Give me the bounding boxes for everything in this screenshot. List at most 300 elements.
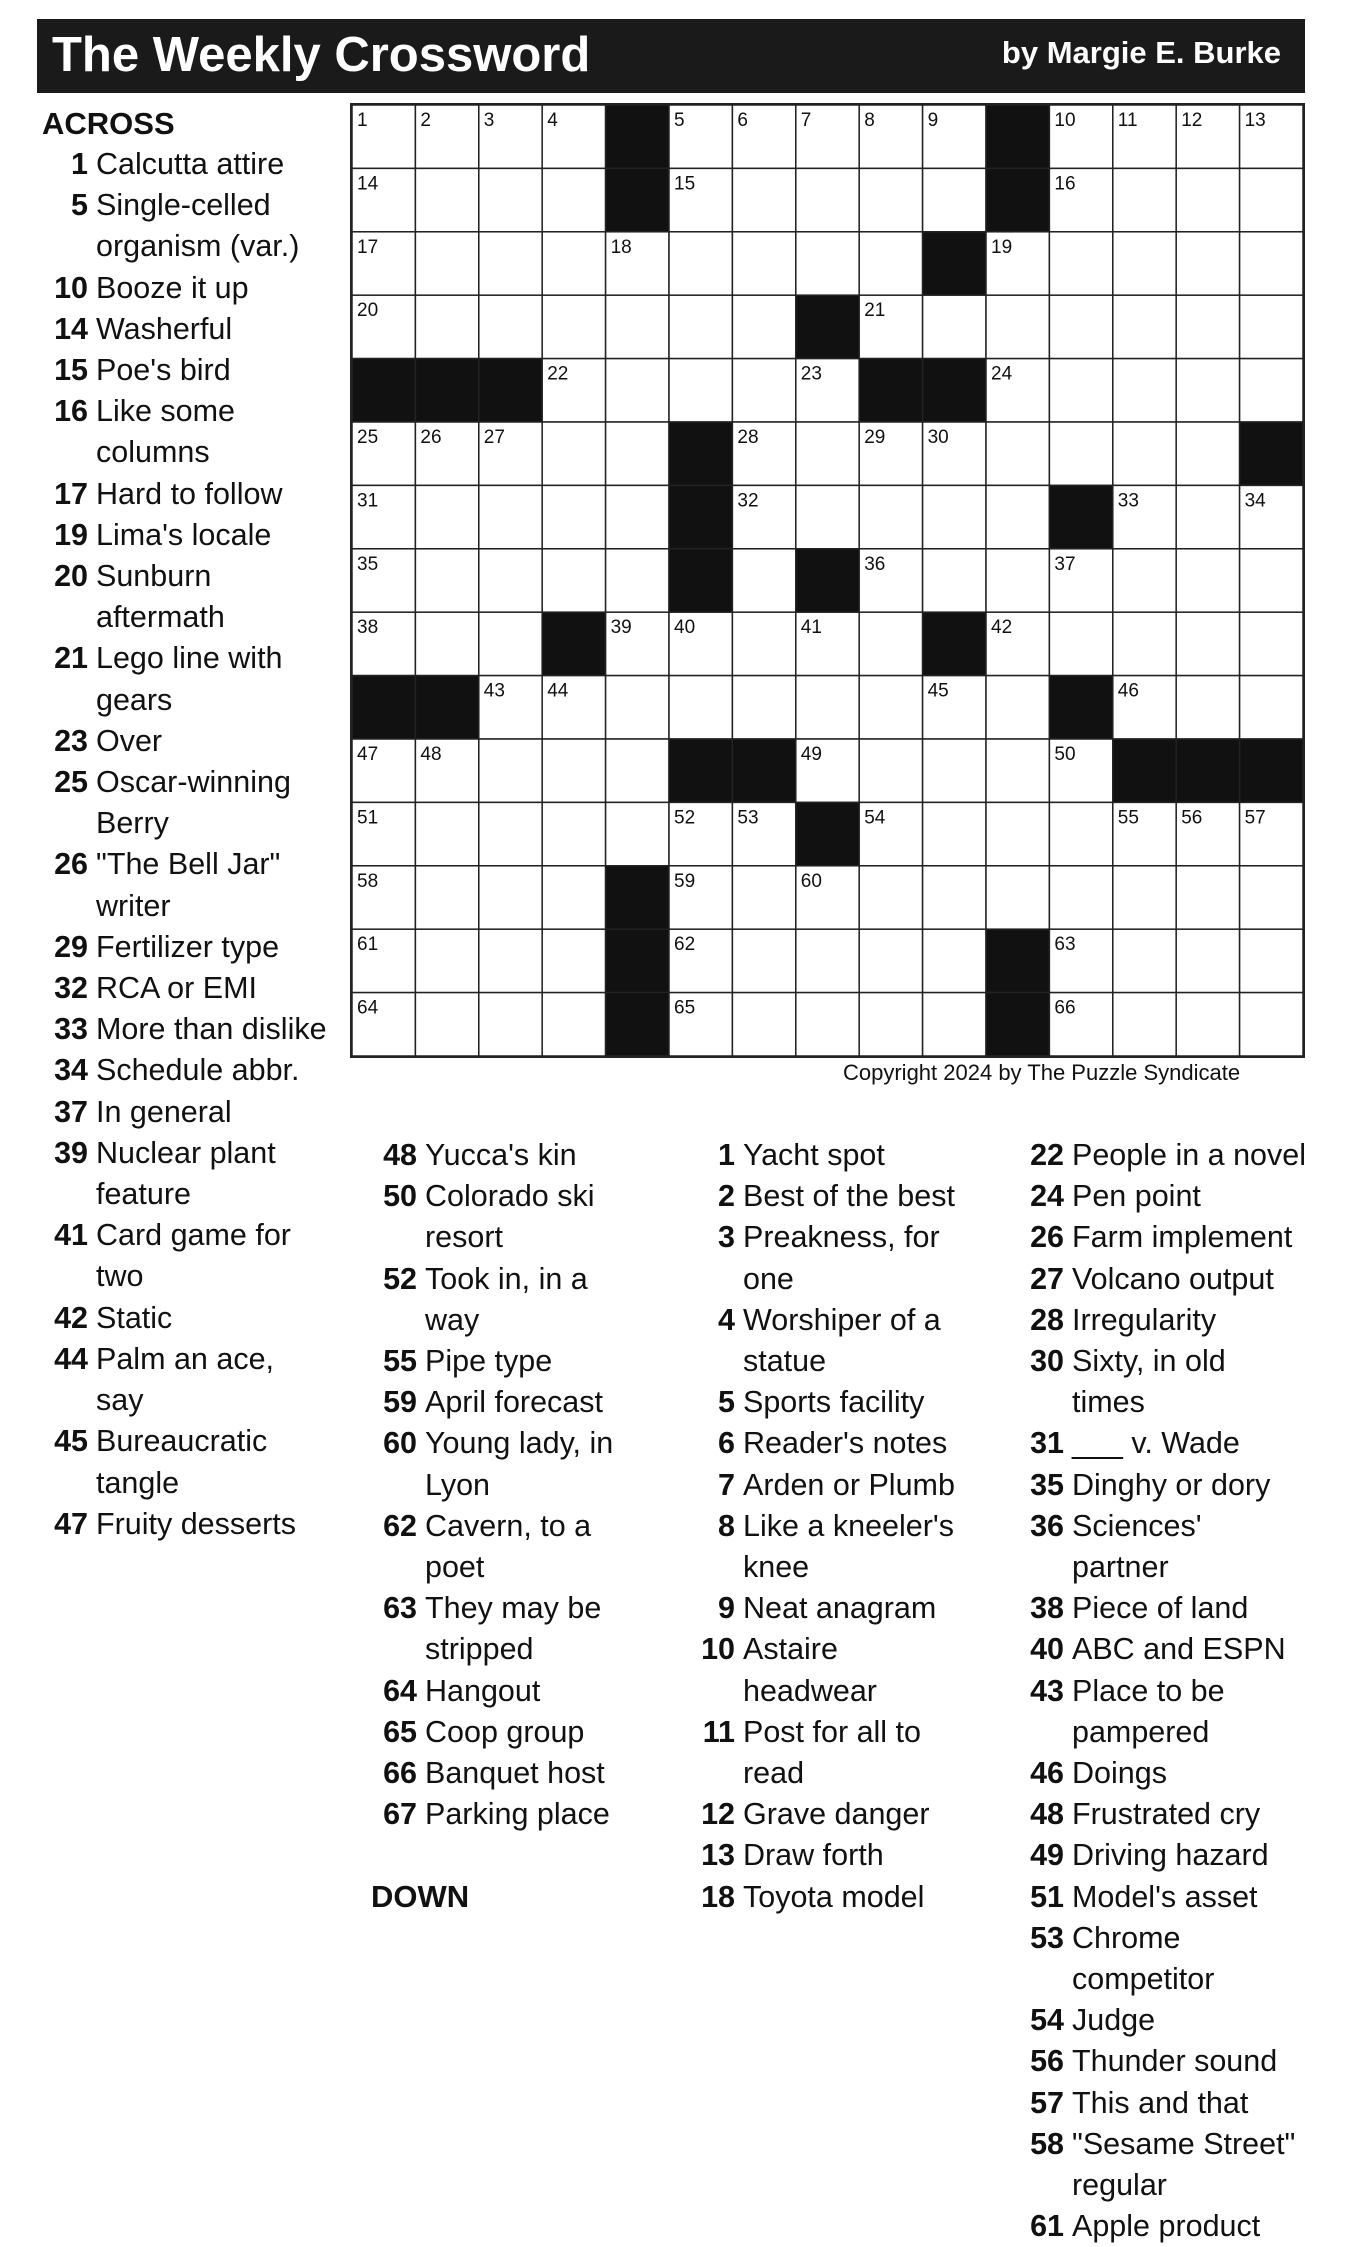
clue-text-line: Schedule abbr. — [96, 1053, 300, 1088]
clue-text-line: pampered — [1072, 1714, 1210, 1749]
puzzle-title: The Weekly Crossword — [52, 28, 591, 82]
cell-number: 9 — [927, 110, 939, 131]
clue-number: 55 — [383, 1344, 417, 1379]
clue-text-line: Irregularity — [1072, 1302, 1217, 1337]
clue-text-line: Calcutta attire — [96, 147, 285, 181]
grid-cell[interactable] — [542, 866, 605, 929]
grid-block — [669, 549, 732, 612]
across-title: ACROSS — [42, 106, 175, 141]
grid-cell[interactable] — [606, 422, 669, 485]
grid-cell[interactable] — [732, 929, 795, 992]
across-clue — [42, 309, 327, 350]
grid-cell[interactable] — [542, 168, 605, 231]
grid-drawing — [352, 105, 1303, 1056]
down-clue — [1018, 2000, 1306, 2041]
grid-cell[interactable] — [986, 485, 1049, 548]
grid-cell[interactable] — [1176, 549, 1239, 612]
clue-number: 54 — [1030, 2003, 1064, 2038]
grid-cell[interactable] — [1240, 676, 1303, 739]
clue-text-line: Like some — [96, 394, 236, 429]
grid-cell[interactable] — [1176, 422, 1239, 485]
cell-number: 27 — [483, 427, 505, 448]
grid-cell[interactable] — [415, 295, 478, 358]
grid-cell[interactable] — [732, 866, 795, 929]
clue-number: 10 — [701, 1632, 735, 1667]
grid-cell[interactable] — [1113, 359, 1176, 422]
grid-cell[interactable] — [796, 993, 859, 1056]
grid-cell[interactable] — [1240, 359, 1303, 422]
clue-number: 57 — [1030, 2085, 1064, 2120]
clue-number: 25 — [54, 765, 88, 800]
clue-number: 40 — [1030, 1632, 1064, 1667]
clue-text-line: Dinghy or dory — [1072, 1467, 1271, 1502]
across-clue — [42, 638, 327, 720]
cell-number: 44 — [547, 680, 569, 702]
clue-number: 8 — [718, 1508, 735, 1543]
grid-cell[interactable] — [669, 295, 732, 358]
down-clue — [1018, 2083, 1306, 2124]
grid-cell[interactable] — [923, 929, 986, 992]
cell-number: 35 — [357, 553, 379, 575]
grid-cell[interactable] — [415, 549, 478, 612]
cell-number: 30 — [927, 427, 949, 448]
grid-cell[interactable] — [479, 295, 542, 358]
grid-block — [479, 359, 542, 422]
clue-number: 19 — [54, 517, 88, 552]
grid-cell[interactable] — [1176, 485, 1239, 548]
grid-cell[interactable] — [732, 612, 795, 675]
clue-number: 1 — [718, 1138, 735, 1172]
grid-cell[interactable] — [1113, 929, 1176, 992]
grid-block — [669, 422, 732, 485]
down-clue — [1018, 1176, 1306, 1217]
clue-text-line: ___ v. Wade — [1072, 1426, 1240, 1461]
clue-text-line: Toyota model — [743, 1879, 925, 1914]
clue-number: 6 — [718, 1426, 735, 1461]
clue-number: 47 — [54, 1506, 88, 1541]
clue-number: 51 — [1030, 1879, 1064, 1914]
grid-cell[interactable] — [986, 422, 1049, 485]
grid-cell[interactable] — [1049, 612, 1112, 675]
grid-cell[interactable] — [542, 929, 605, 992]
grid-cell[interactable] — [986, 295, 1049, 358]
grid-cell[interactable] — [1240, 866, 1303, 929]
across-clue — [42, 762, 327, 844]
grid-cell[interactable] — [1113, 168, 1176, 231]
grid-cell[interactable] — [923, 739, 986, 802]
grid-cell[interactable] — [415, 168, 478, 231]
clue-text-line: Driving hazard — [1072, 1838, 1269, 1873]
clue-column-4 — [1018, 1135, 1306, 2247]
grid-cell[interactable] — [923, 549, 986, 612]
clue-number: 64 — [383, 1673, 417, 1708]
grid-cell[interactable] — [796, 929, 859, 992]
down-clue — [689, 1135, 955, 1176]
grid-cell[interactable] — [1240, 549, 1303, 612]
grid-cell[interactable] — [606, 676, 669, 739]
clue-number: 34 — [54, 1053, 88, 1088]
grid-cell[interactable] — [606, 359, 669, 422]
clue-number: 37 — [54, 1094, 88, 1129]
grid-cell[interactable] — [732, 168, 795, 231]
grid-cell[interactable] — [1113, 993, 1176, 1056]
down-clue — [1018, 1835, 1306, 1876]
down-clue — [1018, 2206, 1306, 2247]
clue-text-line: Doings — [1072, 1756, 1167, 1791]
grid-cell[interactable] — [479, 739, 542, 802]
clue-text-line: partner — [1072, 1550, 1169, 1585]
clue-text-line: times — [1072, 1385, 1145, 1420]
clue-text-line: say — [96, 1383, 144, 1418]
grid-cell[interactable] — [796, 485, 859, 548]
grid-cell[interactable] — [415, 485, 478, 548]
down-clue — [689, 1712, 955, 1794]
grid-cell[interactable] — [542, 232, 605, 295]
clue-number: 26 — [1030, 1220, 1064, 1255]
grid-block — [606, 105, 669, 168]
clue-text-line: RCA or EMI — [96, 971, 258, 1006]
clue-text-line: Oscar-winning — [96, 765, 291, 800]
cell-number: 5 — [674, 110, 685, 131]
grid-block — [923, 612, 986, 675]
cell-number: 66 — [1054, 997, 1076, 1019]
cell-number: 1 — [357, 110, 368, 131]
cell-number: 21 — [864, 300, 886, 322]
clue-text-line: read — [743, 1756, 805, 1791]
down-clue — [689, 1629, 955, 1711]
clue-number: 11 — [702, 1714, 735, 1749]
grid-cell[interactable] — [1240, 168, 1303, 231]
grid-cell[interactable] — [859, 485, 922, 548]
clue-number: 50 — [383, 1179, 417, 1214]
grid-cell[interactable] — [669, 232, 732, 295]
clue-number: 1 — [71, 147, 88, 181]
grid-cell[interactable] — [1240, 295, 1303, 358]
clue-text-line: organism (var.) — [96, 229, 300, 264]
grid-cell[interactable] — [606, 295, 669, 358]
cell-number: 32 — [737, 490, 759, 512]
across-clue — [42, 927, 327, 968]
down-clue — [1018, 1588, 1306, 1629]
grid-cell[interactable] — [1049, 422, 1112, 485]
clue-number: 20 — [54, 559, 88, 594]
clue-text-line: Neat anagram — [743, 1591, 937, 1626]
cell-number: 8 — [864, 110, 875, 131]
clue-number: 53 — [1030, 1920, 1064, 1955]
grid-cell[interactable] — [669, 676, 732, 739]
grid-cell[interactable] — [923, 168, 986, 231]
grid-cell[interactable] — [479, 993, 542, 1056]
clue-text-line: Astaire — [743, 1632, 838, 1667]
grid-cell[interactable] — [1113, 612, 1176, 675]
clue-number: 24 — [1030, 1179, 1064, 1214]
clue-text-line: Parking place — [425, 1797, 610, 1832]
cell-number: 2 — [420, 110, 431, 131]
clue-number: 38 — [1030, 1591, 1064, 1626]
grid-cell[interactable] — [479, 929, 542, 992]
cell-number: 57 — [1244, 807, 1266, 829]
clue-text-line: Place to be — [1072, 1673, 1225, 1708]
clue-text-line: Sciences' — [1072, 1508, 1202, 1543]
grid-cell[interactable] — [732, 359, 795, 422]
cell-number: 38 — [357, 617, 379, 639]
grid-cell[interactable] — [923, 295, 986, 358]
grid-cell[interactable] — [669, 359, 732, 422]
grid-cell[interactable] — [859, 739, 922, 802]
cell-number: 13 — [1244, 110, 1266, 131]
grid-cell[interactable] — [1049, 359, 1112, 422]
across-clue — [42, 1339, 327, 1421]
cell-number: 62 — [674, 934, 696, 956]
clue-number: 65 — [383, 1714, 417, 1749]
grid-cell[interactable] — [542, 422, 605, 485]
down-clue — [1018, 1259, 1306, 1300]
across-clue — [371, 1712, 613, 1753]
clue-number: 35 — [1030, 1467, 1064, 1502]
grid-cell[interactable] — [732, 993, 795, 1056]
clue-number: 52 — [383, 1261, 417, 1296]
grid-block — [986, 929, 1049, 992]
cell-number: 24 — [991, 363, 1013, 385]
grid-block — [1049, 485, 1112, 548]
grid-block — [606, 993, 669, 1056]
grid-block — [986, 993, 1049, 1056]
across-clue — [42, 144, 327, 185]
across-clue — [42, 185, 327, 267]
grid-cell[interactable] — [1176, 295, 1239, 358]
grid-block — [923, 359, 986, 422]
clue-text-line: Card game for — [96, 1218, 291, 1253]
grid-cell[interactable] — [1049, 232, 1112, 295]
grid-cell[interactable] — [479, 802, 542, 865]
cell-number: 10 — [1054, 110, 1076, 131]
clue-text-line: poet — [425, 1550, 485, 1585]
grid-cell[interactable] — [796, 232, 859, 295]
grid-cell[interactable] — [1113, 422, 1176, 485]
grid-block — [606, 168, 669, 231]
down-clue — [1018, 1341, 1306, 1423]
grid-cell[interactable] — [796, 676, 859, 739]
puzzle-header — [37, 19, 1305, 93]
clue-number: 10 — [54, 270, 88, 305]
grid-cell[interactable] — [415, 612, 478, 675]
cell-number: 23 — [800, 363, 822, 385]
clue-text-line: They may be — [425, 1591, 602, 1626]
clue-text-line: Sixty, in old — [1072, 1344, 1226, 1379]
cell-number: 40 — [674, 617, 696, 639]
grid-cell[interactable] — [415, 866, 478, 929]
cell-number: 33 — [1117, 490, 1139, 512]
across-clue — [42, 1215, 327, 1297]
grid-cell[interactable] — [479, 485, 542, 548]
grid-cell[interactable] — [796, 168, 859, 231]
grid-cell[interactable] — [1176, 993, 1239, 1056]
down-clue — [689, 1835, 955, 1876]
grid-cell[interactable] — [479, 232, 542, 295]
cell-number: 39 — [610, 617, 632, 639]
grid-cell[interactable] — [859, 929, 922, 992]
grid-cell[interactable] — [606, 739, 669, 802]
grid-cell[interactable] — [1176, 866, 1239, 929]
down-clue — [1018, 1423, 1306, 1464]
grid-cell[interactable] — [859, 993, 922, 1056]
grid-cell[interactable] — [542, 485, 605, 548]
clue-text-line: Over — [96, 723, 163, 758]
clue-text-line: Like a kneeler's — [743, 1508, 954, 1543]
grid-cell[interactable] — [1240, 993, 1303, 1056]
grid-cell[interactable] — [479, 549, 542, 612]
cell-number: 60 — [800, 870, 822, 892]
grid-cell[interactable] — [732, 232, 795, 295]
grid-cell[interactable] — [1113, 232, 1176, 295]
clue-number: 17 — [54, 476, 88, 511]
grid-cell[interactable] — [415, 232, 478, 295]
grid-cell[interactable] — [542, 739, 605, 802]
grid-cell[interactable] — [479, 168, 542, 231]
clue-number: 67 — [383, 1797, 417, 1832]
clue-number: 61 — [1030, 2209, 1064, 2244]
clue-text-line: aftermath — [96, 600, 225, 635]
clue-number: 23 — [54, 723, 88, 758]
grid-cell[interactable] — [859, 612, 922, 675]
grid-cell[interactable] — [1176, 676, 1239, 739]
grid-cell[interactable] — [479, 866, 542, 929]
grid-block — [1049, 676, 1112, 739]
clue-number: 29 — [54, 929, 88, 964]
grid-cell[interactable] — [1049, 295, 1112, 358]
cell-number: 26 — [420, 427, 442, 448]
clue-text-line: Poe's bird — [96, 353, 231, 388]
grid-cell[interactable] — [986, 549, 1049, 612]
clue-text-line: In general — [96, 1094, 232, 1129]
clue-number: 2 — [718, 1179, 735, 1214]
grid-cell[interactable] — [923, 485, 986, 548]
cell-number: 4 — [547, 110, 558, 131]
grid-cell[interactable] — [479, 612, 542, 675]
grid-cell[interactable] — [415, 929, 478, 992]
cell-number: 63 — [1054, 934, 1076, 956]
down-clue — [1018, 1217, 1306, 1258]
clue-number: 21 — [54, 641, 88, 676]
across-clue — [371, 1753, 613, 1794]
grid-cell[interactable] — [542, 549, 605, 612]
clue-number: 44 — [54, 1341, 88, 1376]
clue-number: 46 — [1030, 1756, 1064, 1791]
cell-number: 25 — [357, 427, 379, 448]
grid-cell[interactable] — [1176, 168, 1239, 231]
down-clue — [1018, 1794, 1306, 1835]
across-clue — [371, 1423, 613, 1505]
across-clue — [42, 1092, 327, 1133]
clue-text-line: Banquet host — [425, 1756, 605, 1791]
grid-cell[interactable] — [732, 549, 795, 612]
grid-cell[interactable] — [542, 993, 605, 1056]
across-clue — [371, 1382, 613, 1423]
grid-cell[interactable] — [1176, 232, 1239, 295]
grid-cell[interactable] — [1240, 612, 1303, 675]
clue-text-line: Pipe type — [425, 1344, 553, 1379]
down-clue — [689, 1506, 955, 1588]
grid-cell[interactable] — [986, 802, 1049, 865]
clue-number: 7 — [718, 1467, 735, 1502]
grid-cell[interactable] — [1176, 612, 1239, 675]
grid-cell[interactable] — [986, 739, 1049, 802]
clue-text-line: "The Bell Jar" — [96, 847, 281, 882]
grid-cell[interactable] — [415, 993, 478, 1056]
clue-number: 31 — [1030, 1426, 1064, 1461]
cell-number: 36 — [864, 553, 886, 575]
cell-number: 16 — [1054, 173, 1076, 195]
grid-cell[interactable] — [796, 422, 859, 485]
grid-cell[interactable] — [542, 295, 605, 358]
grid-block — [415, 676, 478, 739]
grid-cell[interactable] — [1176, 359, 1239, 422]
clue-number: 48 — [383, 1138, 417, 1172]
clue-text-line: one — [743, 1261, 794, 1296]
grid-cell[interactable] — [606, 549, 669, 612]
cell-number: 3 — [483, 110, 495, 131]
grid-cell[interactable] — [1176, 929, 1239, 992]
grid-cell[interactable] — [415, 802, 478, 865]
clue-text-line: headwear — [743, 1673, 877, 1708]
grid-cell[interactable] — [986, 676, 1049, 739]
across-clue — [371, 1794, 613, 1835]
grid-cell[interactable] — [732, 295, 795, 358]
grid-block — [669, 485, 732, 548]
grid-cell[interactable] — [1113, 295, 1176, 358]
grid-cell[interactable] — [859, 232, 922, 295]
grid-cell[interactable] — [986, 866, 1049, 929]
cell-number: 20 — [357, 300, 379, 322]
grid-cell[interactable] — [923, 993, 986, 1056]
cell-number: 47 — [357, 744, 379, 765]
clue-number: 13 — [701, 1838, 735, 1873]
grid-cell[interactable] — [859, 866, 922, 929]
grid-cell[interactable] — [859, 676, 922, 739]
clue-text-line: Berry — [96, 806, 169, 841]
grid-cell[interactable] — [542, 802, 605, 865]
clue-text-line: Young lady, in — [425, 1426, 614, 1461]
grid-cell[interactable] — [1113, 549, 1176, 612]
grid-cell[interactable] — [1240, 232, 1303, 295]
grid-cell[interactable] — [1113, 866, 1176, 929]
clue-text-line: Farm implement — [1072, 1220, 1293, 1255]
grid-block — [606, 866, 669, 929]
cell-number: 55 — [1117, 807, 1139, 829]
clue-text-line: ABC and ESPN — [1072, 1632, 1286, 1667]
cell-number: 7 — [800, 110, 812, 131]
cell-number: 28 — [737, 427, 759, 448]
grid-cell[interactable] — [606, 485, 669, 548]
puzzle-byline: by Margie E. Burke — [1001, 35, 1281, 70]
grid-cell[interactable] — [923, 802, 986, 865]
grid-cell[interactable] — [732, 676, 795, 739]
grid-block — [796, 802, 859, 865]
cell-number: 58 — [357, 870, 379, 892]
across-clue — [42, 350, 327, 391]
clue-number: 5 — [718, 1385, 735, 1420]
cell-number: 50 — [1054, 744, 1076, 765]
grid-cell[interactable] — [1049, 802, 1112, 865]
cell-number: 49 — [800, 744, 822, 765]
clue-text-line: Worshiper of a — [743, 1302, 941, 1337]
grid-cell[interactable] — [606, 802, 669, 865]
grid-cell[interactable] — [1240, 929, 1303, 992]
grid-cell[interactable] — [923, 866, 986, 929]
grid-cell[interactable] — [1049, 866, 1112, 929]
grid-cell[interactable] — [859, 168, 922, 231]
across-clue — [42, 515, 327, 556]
